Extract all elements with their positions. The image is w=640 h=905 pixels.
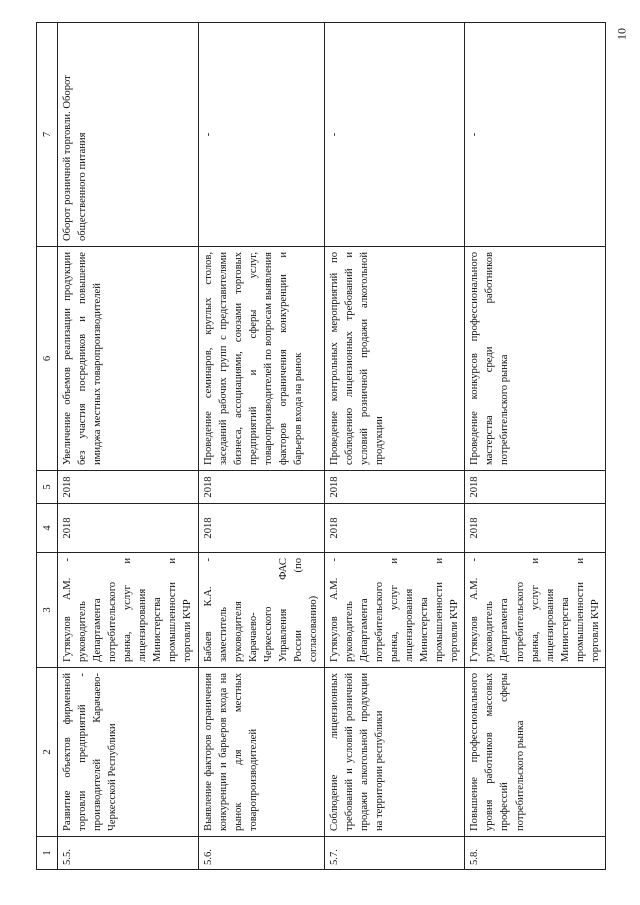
column-number-2: 2 — [37, 668, 58, 837]
column-number-5: 5 — [37, 471, 58, 504]
row-number: 5.5. — [58, 837, 199, 870]
end-year: 2018 — [58, 471, 199, 504]
target-indicator: - — [324, 23, 465, 247]
responsible-person: Гутякулов А.М. - руководитель Департамента потребительского рынка, услуг и лицензирования Министерства промышленности и торговли КЧР — [465, 553, 606, 668]
responsible-person: Гутякулов А.М. - руководитель Департамента потребительского рынка, услуг и лицензирования Министерства промышленности и торговли КЧР — [324, 553, 465, 668]
event-name: Соблюдение лицензионных требований и условий розничной продажи алкогольной продукции на территории республики — [324, 668, 465, 837]
target-indicator: - — [465, 23, 606, 247]
start-year: 2018 — [465, 504, 606, 553]
responsible-person: Гутякулов А.М. - руководитель Департамента потребительского рынка, услуг и лицензирования Министерства промышленности и торговли КЧР — [58, 553, 199, 668]
row-number: 5.6. — [198, 837, 324, 870]
responsible-person: Бабаев К.А. - заместитель руководителя Карачаево-Черкесского Управления ФАС России (по согласованию) — [198, 553, 324, 668]
column-number-4: 4 — [37, 504, 58, 553]
column-number-3: 3 — [37, 553, 58, 668]
table-row — [198, 23, 324, 870]
start-year: 2018 — [198, 504, 324, 553]
end-year: 2018 — [198, 471, 324, 504]
start-year: 2018 — [324, 504, 465, 553]
table-row — [58, 23, 199, 870]
table-row — [465, 23, 606, 870]
event-name: Выявление факторов ограничения конкуренции и барьеров входа на рынок для местных товаропроизводителей — [198, 668, 324, 837]
end-year: 2018 — [324, 471, 465, 504]
column-number-7: 7 — [37, 23, 58, 247]
column-number-6: 6 — [37, 247, 58, 471]
page-number: 10 — [614, 28, 629, 40]
rotated-table-page — [36, 23, 606, 870]
column-number-1: 1 — [37, 837, 58, 870]
column-number-row — [37, 23, 58, 870]
expected-result: Проведение семинаров, круглых столов, заседаний рабочих групп с представителями бизнеса, ассоциациями, союзами торговых предприятий и сферы услуг, товаропроизводителей по вопросам выявления факторов ограничения конкуренции и барьеров входа на рынок — [198, 247, 324, 471]
row-number: 5.8. — [465, 837, 606, 870]
measures-table — [36, 22, 606, 870]
expected-result: Проведение контрольных мероприятий по соблюдению лицензионных требований и условий розничной продажи алкогольной продукции — [324, 247, 465, 471]
target-indicator: Оборот розничной торговли. Оборот общественного питания — [58, 23, 199, 247]
start-year: 2018 — [58, 504, 199, 553]
expected-result: Проведение конкурсов профессионального мастерства среди работников потребительского рынка — [465, 247, 606, 471]
table-row — [324, 23, 465, 870]
end-year: 2018 — [465, 471, 606, 504]
event-name: Повышение профессионального уровня работников массовых профессий сферы потребительского рынка — [465, 668, 606, 837]
event-name: Развитие объектов фирменной торговли предприятий - производителей Карачаево-Черкесской Республики — [58, 668, 199, 837]
row-number: 5.7. — [324, 837, 465, 870]
expected-result: Увеличение объемов реализации продукции без участия посредников и повышение имиджа местных товаропроизводителей — [58, 247, 199, 471]
target-indicator: - — [198, 23, 324, 247]
